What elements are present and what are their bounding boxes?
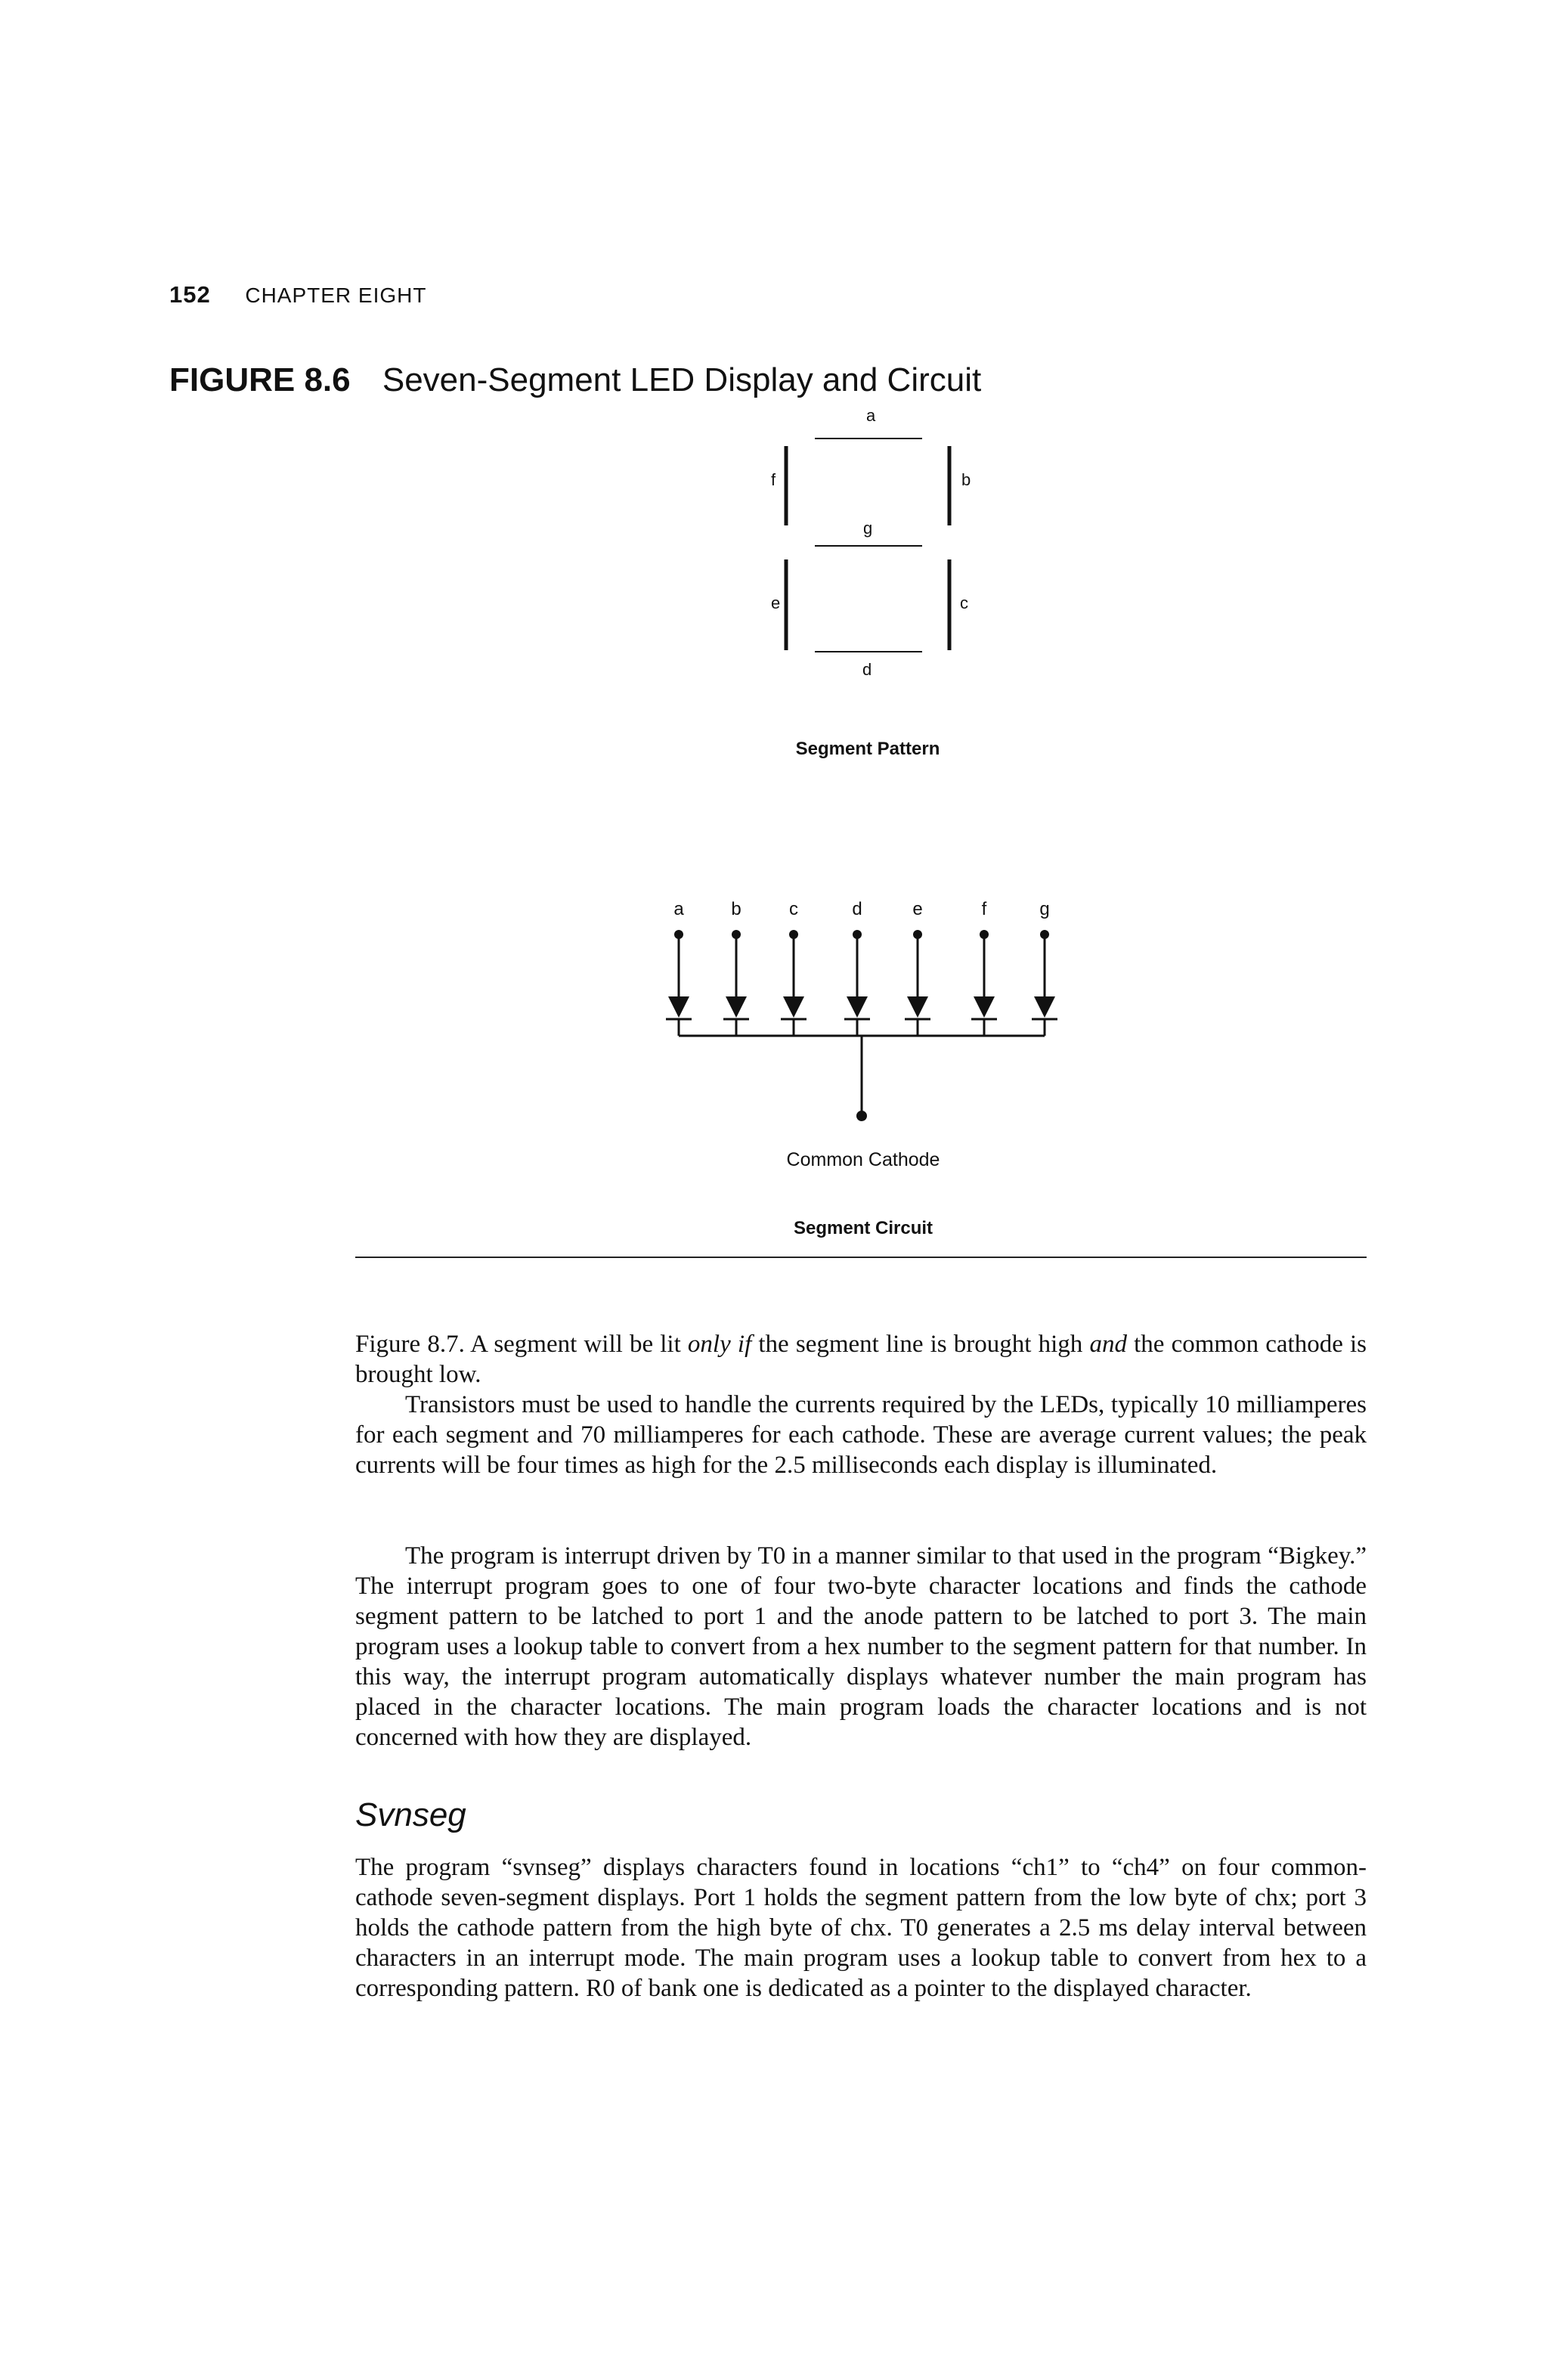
segment-circuit [666, 899, 1057, 1238]
diode-b [723, 930, 749, 1036]
segment-pattern-caption: Segment Pattern [795, 739, 940, 759]
paragraph-1 [355, 1329, 1367, 1390]
paragraph-4 [355, 1852, 1367, 2003]
common-cathode-label: Common Cathode [786, 1149, 940, 1170]
diode-d [844, 930, 870, 1036]
input-label-b: b [731, 899, 741, 919]
paragraph-3-text: The program is interrupt driven by T0 in a manner similar to that used in the program “Bigkey.” The interrupt program goes to one of four two-byte character locations and finds the cathode segment pattern to be latched to port 1 and the anode pattern to be latched to port 3. The main program uses a lookup table to convert from a hex number to the segment pattern for that number. In this way, the interrupt program automatically displays whatever number the main program has placed in the character locations. The main program loads the character locations and is not concerned with how they are displayed. [355, 1542, 1367, 1751]
segment-e-label: e [771, 593, 781, 612]
paragraph-2-text: Transistors must be used to handle the currents required by the LEDs, typically 10 milliamperes for each segment and 70 milliamperes for each cathode. These are average current values; the peak currents will be four times as high for the 2.5 milliseconds each display is illuminated. [355, 1391, 1367, 1479]
segment-d-label: d [862, 660, 872, 679]
p1-part-c: the common cathode is brought low. [355, 1331, 1367, 1388]
p1-part-b: the segment line is brought high [751, 1331, 1090, 1358]
diode-e [905, 930, 930, 1036]
segment-a-label: a [866, 406, 876, 425]
p1-part-a: Figure 8.7. A segment will be lit [355, 1331, 688, 1358]
diode-g [1032, 930, 1057, 1036]
input-label-c: c [789, 899, 798, 919]
figure-title: Seven-Segment LED Display and Circuit [382, 361, 982, 398]
diode-f [971, 930, 997, 1036]
segment-g-label: g [863, 519, 873, 538]
paragraph-2 [355, 1390, 1367, 1480]
figure-rule [355, 1257, 1367, 1258]
segment-f-label: f [771, 470, 776, 489]
segment-circuit-caption: Segment Circuit [793, 1218, 933, 1238]
input-label-d: d [852, 899, 862, 919]
diode-array [666, 930, 1057, 1036]
figure-label: FIGURE 8.6 [169, 361, 351, 398]
diode-c [781, 930, 807, 1036]
input-label-a: a [673, 899, 684, 919]
input-label-f: f [981, 899, 987, 919]
input-label-g: g [1039, 899, 1050, 919]
p1-only-if: only if [687, 1331, 752, 1358]
diode-a [666, 930, 692, 1036]
p1-and: and [1089, 1331, 1127, 1358]
section-heading: Svnseg [355, 1796, 466, 1833]
paragraph-3 [355, 1541, 1367, 1752]
segment-pattern [771, 406, 971, 759]
chapter-title: CHAPTER EIGHT [245, 284, 427, 307]
input-label-e: e [912, 899, 923, 919]
paragraph-4-text: The program “svnseg” displays characters found in locations “ch1” to “ch4” on four common-cathode seven-segment displays. Port 1 holds the segment pattern from the low byte of chx; port 3 holds the cathode pattern from the high byte of chx. T0 generates a 2.5 ms delay interval between characters in an interrupt mode. The main program uses a lookup table to convert from hex to a corresponding pattern. R0 of bank one is dedicated as a pointer to the displayed character. [355, 1854, 1367, 2002]
segment-c-label: c [960, 593, 968, 612]
cathode-terminal [856, 1111, 867, 1121]
segment-b-label: b [961, 470, 971, 489]
page-number: 152 [169, 281, 211, 308]
